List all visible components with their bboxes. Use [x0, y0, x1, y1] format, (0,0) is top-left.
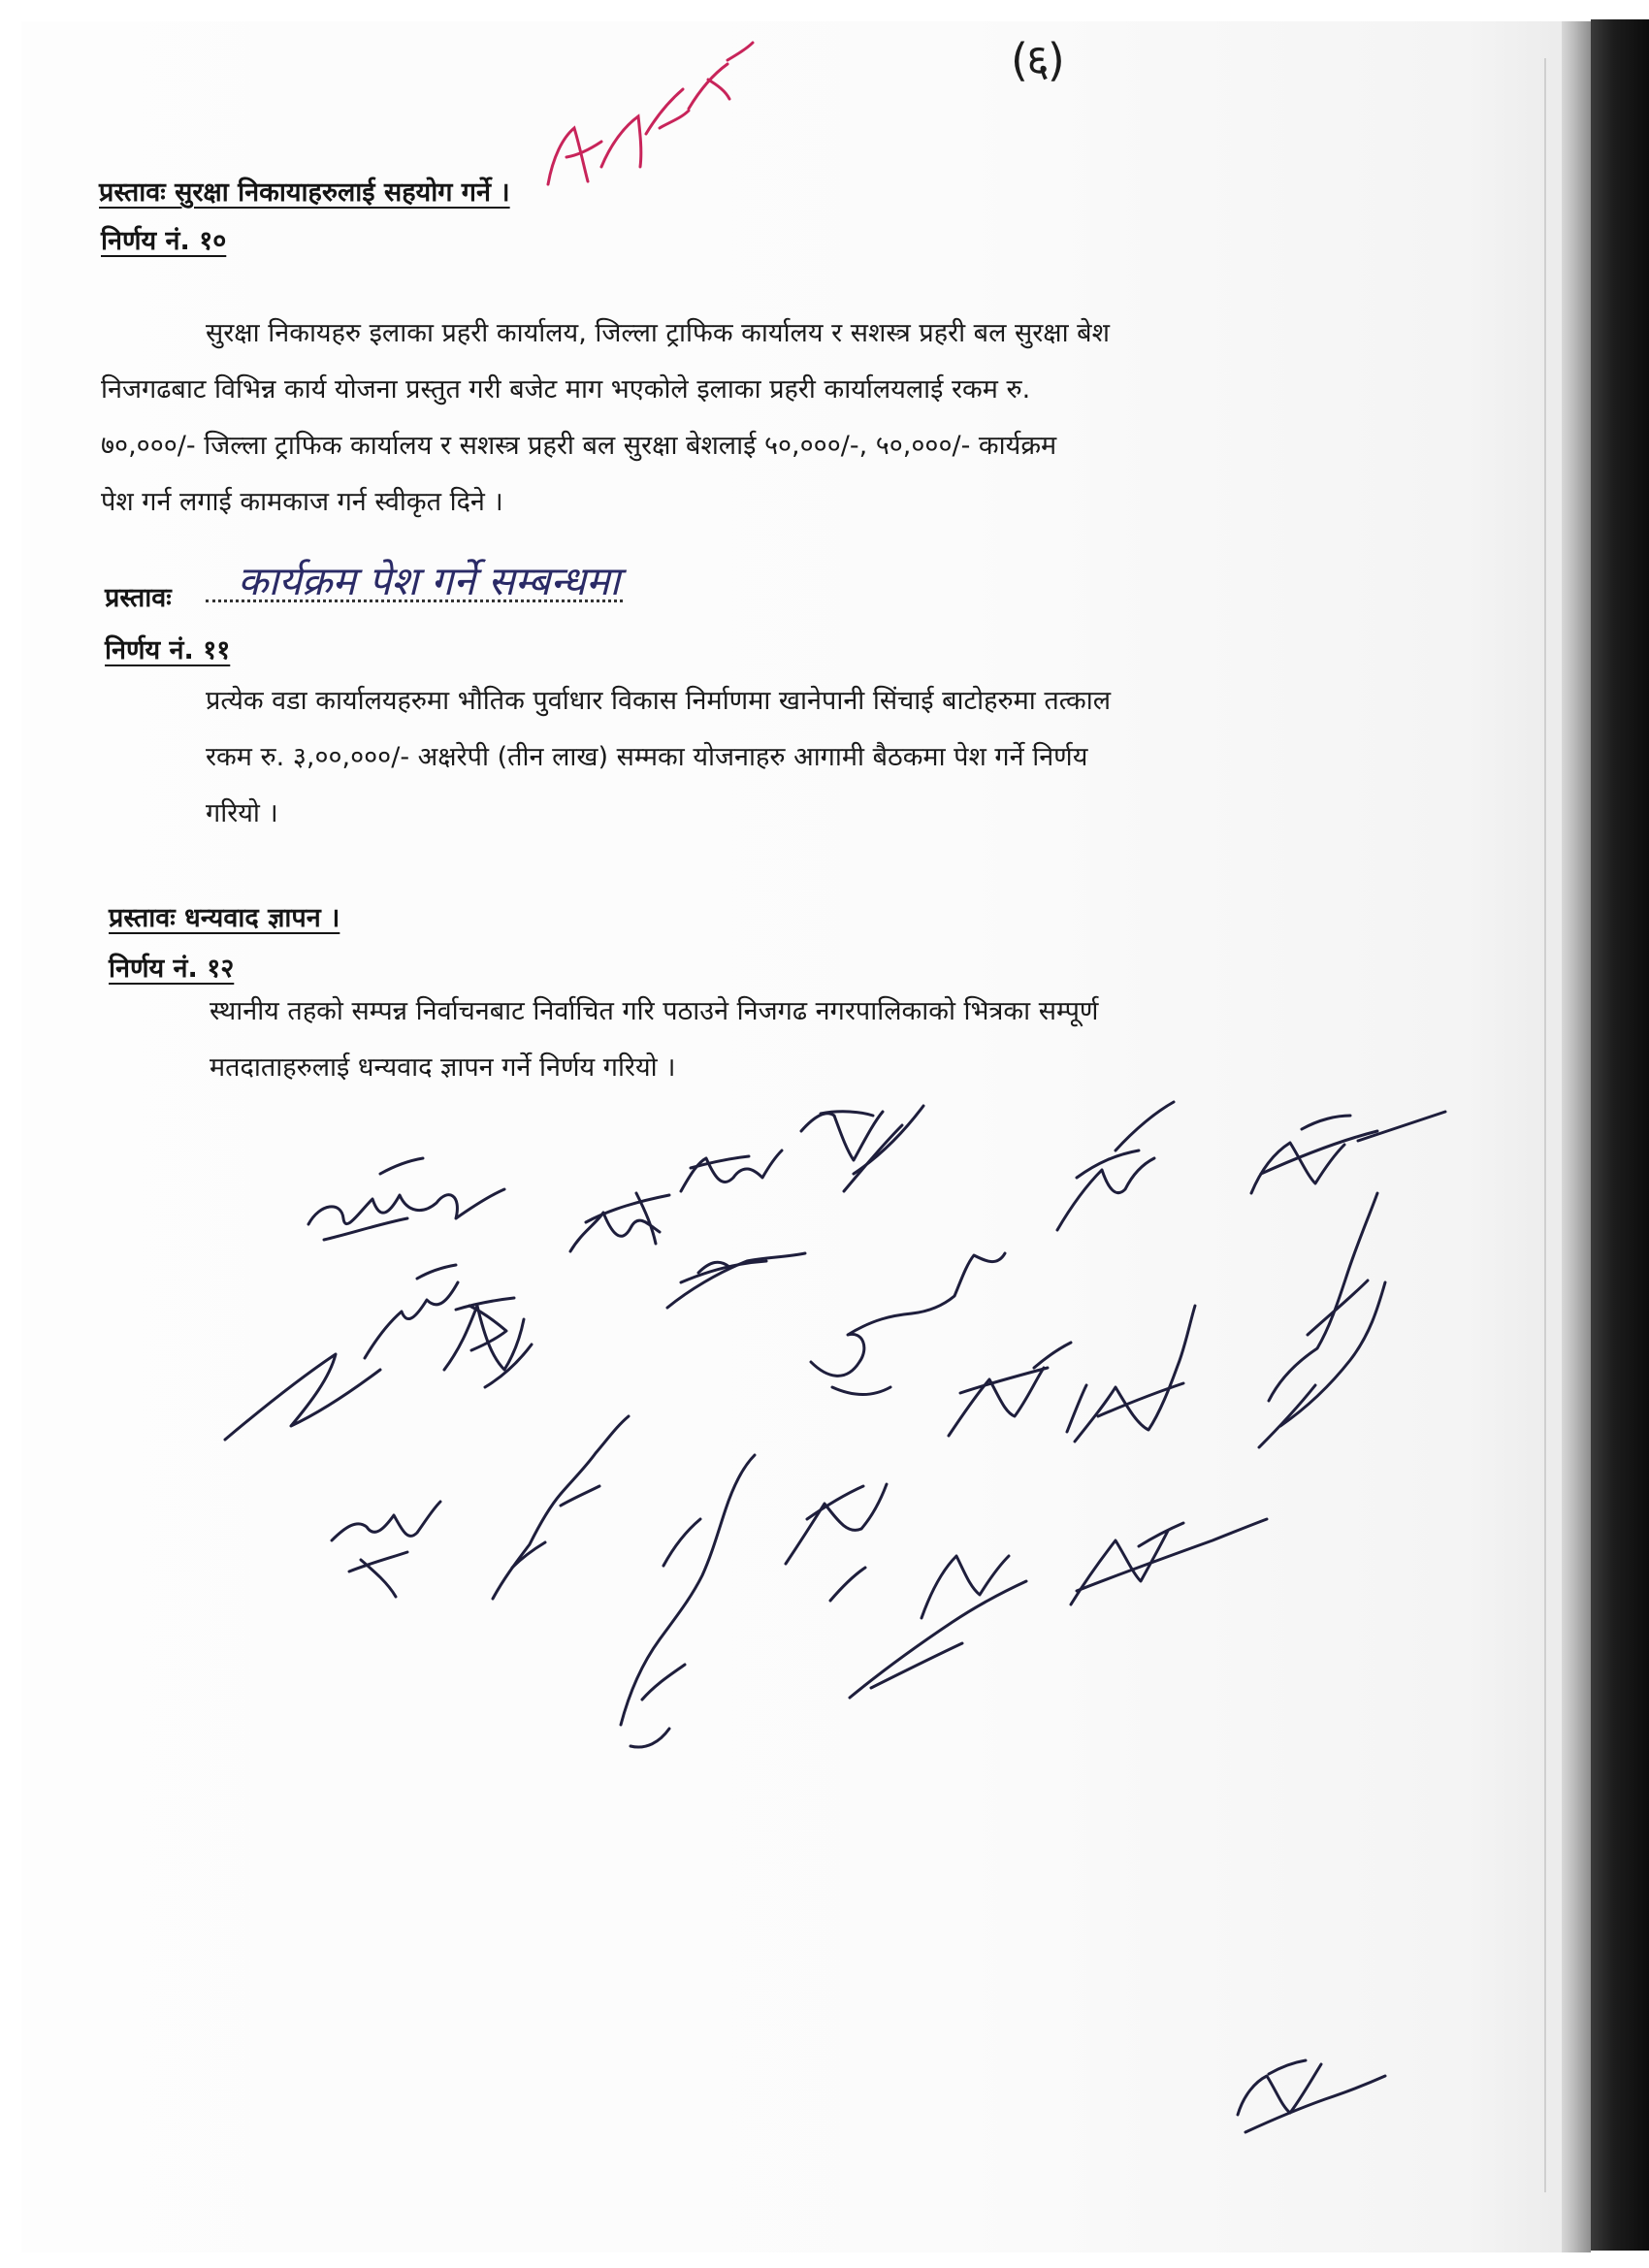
proposal-heading-1: प्रस्तावः सुरक्षा निकायाहरुलाई सहयोग गर्ने ।: [99, 178, 510, 208]
signature-10: [1251, 1112, 1445, 1193]
signature-12: [1067, 1306, 1195, 1442]
signature-16: [621, 1455, 755, 1747]
body-line: स्थानीय तहको सम्पन्न निर्वाचनबाट निर्वाचित गरि पठाउने निजगढ नगरपालिकाको भित्रका सम्पूर्ण: [210, 996, 1099, 1026]
handwritten-proposal-title: कार्यक्रम पेश गर्ने सम्बन्धमा: [238, 558, 621, 604]
signature-18: [850, 1556, 1026, 1698]
body-line: मतदाताहरुलाई धन्यवाद ज्ञापन गर्ने निर्णय गरियो ।: [210, 1053, 676, 1083]
signature-19: [1071, 1519, 1267, 1604]
body-line: पेश गर्न लगाई कामकाज गर्न स्वीकृत दिने ।: [101, 487, 503, 517]
signature-13: [949, 1343, 1071, 1436]
proposal-heading-3: प्रस्तावः धन्यवाद ज्ञापन ।: [109, 903, 340, 933]
signature-1: [308, 1158, 504, 1240]
proposal-prefix-2: प्रस्तावः: [105, 583, 172, 613]
signature-7: [667, 1253, 805, 1308]
body-line: सुरक्षा निकायहरु इलाका प्रहरी कार्यालय, जिल्ला ट्राफिक कार्यालय र सशस्त्र प्रहरी बल सुरक्षा बेश: [206, 318, 1110, 348]
signature-14: [332, 1502, 440, 1597]
signature-15: [493, 1416, 629, 1599]
signature-17: [786, 1484, 887, 1601]
signature-bottom-right: [1238, 2060, 1385, 2132]
signature-6: [801, 1106, 923, 1191]
signature-8: [811, 1253, 1005, 1395]
page-number: (६): [1011, 34, 1063, 86]
signature-9: [1057, 1102, 1174, 1230]
signature-11: [1259, 1193, 1385, 1447]
body-line: प्रत्येक वडा कार्यालयहरुमा भौतिक पुर्वाधार विकास निर्माणमा खानेपानी सिंचाई बाटोहरुमा तत्काल: [206, 686, 1112, 716]
signature-2: [225, 1265, 458, 1440]
signature-3: [444, 1298, 532, 1387]
body-line: ७०,०००/- जिल्ला ट्राफिक कार्यालय र सशस्त्र प्रहरी बल सुरक्षा बेशलाई ५०,०००/-, ५०,०००/- कार्यक्रम: [101, 431, 1057, 461]
body-line: निजगढबाट विभिन्न कार्य योजना प्रस्तुत गरी बजेट माग भएकोले इलाका प्रहरी कार्यालयलाई रकम रु.: [101, 374, 1031, 405]
signature-5: [681, 1150, 782, 1191]
decision-number-12: निर्णय नं. १२: [109, 954, 235, 984]
signature-4: [570, 1193, 669, 1251]
decision-number-10: निर्णय नं. १०: [101, 226, 227, 256]
body-line: रकम रु. ३,००,०००/- अक्षरेपी (तीन लाख) सम्मका योजनाहरु आगामी बैठकमा पेश गर्ने निर्णय: [206, 742, 1088, 772]
decision-number-11: निर्णय नं. ११: [105, 635, 231, 665]
body-line: गरियो ।: [206, 798, 278, 828]
